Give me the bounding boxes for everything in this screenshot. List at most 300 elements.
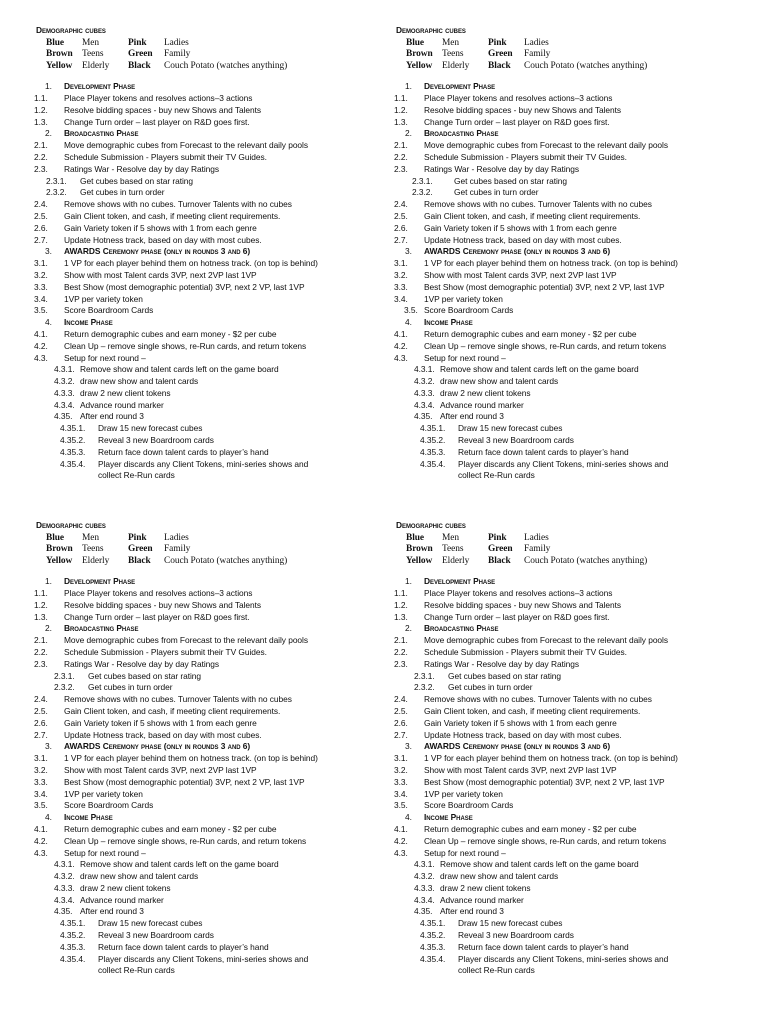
list-item — [392, 258, 737, 270]
list-item — [32, 600, 377, 612]
list-item — [392, 800, 737, 812]
legend-row — [32, 38, 377, 49]
item-text: Move demographic cubes from Forecast to the relevant daily pools — [424, 635, 668, 646]
list-item-continuation — [32, 470, 377, 482]
item-number: 4.35. — [414, 906, 433, 917]
list-item — [392, 706, 737, 718]
item-number: 3.1. — [394, 753, 408, 764]
list-item — [32, 800, 377, 812]
item-text: Show with most Talent cards 3VP, next 2VP last 1VP — [64, 764, 257, 775]
item-number: 2.2. — [34, 646, 48, 657]
item-number: 2.7. — [34, 729, 48, 740]
item-text: Player discards any Client Tokens, mini-series shows and — [458, 953, 669, 964]
demographic-group: Elderly — [442, 555, 470, 566]
item-text: Place Player tokens and resolves actions–3 actions — [424, 92, 613, 103]
cube-color: Blue — [46, 38, 65, 48]
item-text: Change Turn order – last player on R&D goes first. — [424, 611, 610, 622]
item-text: Resolve bidding spaces - buy new Shows and Talents — [64, 104, 262, 115]
item-text: 1 VP for each player behind them on hotness track. (on top is behind) — [424, 753, 678, 764]
item-number: 4. — [405, 812, 412, 823]
demographic-legend — [32, 533, 377, 567]
item-text: Gain Client token, and cash, if meeting client requirements. — [424, 705, 641, 716]
item-number: 2.3.2. — [414, 682, 435, 693]
item-number: 4.3.4. — [414, 399, 435, 410]
item-number: 2.3. — [394, 658, 408, 669]
demographic-group: Elderly — [82, 60, 110, 71]
item-number: 4.3.1. — [414, 364, 435, 375]
cube-color: Brown — [406, 49, 433, 60]
item-text: Setup for next round – — [424, 847, 506, 858]
rules-card-4 — [392, 520, 737, 977]
item-text: Get cubes in turn order — [448, 682, 533, 693]
item-number — [392, 470, 458, 482]
item-number: 2.3. — [34, 163, 48, 174]
item-number: 4.3.3. — [54, 387, 75, 398]
legend-row — [32, 49, 377, 60]
item-text: Place Player tokens and resolves actions–3 actions — [424, 587, 613, 598]
cube-color: Brown — [406, 544, 433, 555]
item-text: Draw 15 new forecast cubes — [98, 423, 203, 434]
cube-color: Pink — [488, 38, 507, 48]
item-text: collect Re-Run cards — [458, 470, 535, 481]
item-number — [32, 470, 98, 482]
item-text: Remove shows with no cubes. Turnover Talents with no cubes — [64, 199, 292, 210]
item-number: 4. — [45, 317, 52, 328]
item-number: 4.3.2. — [414, 376, 435, 387]
item-number: 2.2. — [394, 646, 408, 657]
item-text: After end round 3 — [80, 411, 144, 422]
list-item — [32, 682, 377, 694]
item-text: Player discards any Client Tokens, mini-series shows and — [458, 458, 669, 469]
item-text: Score Boardroom Cards — [64, 800, 154, 811]
item-text: Gain Client token, and cash, if meeting client requirements. — [424, 210, 641, 221]
rules-card-1 — [32, 25, 377, 482]
list-item — [392, 152, 737, 164]
cube-color: Yellow — [406, 555, 433, 566]
item-number: 4.35.2. — [420, 930, 446, 941]
list-item-continuation — [392, 965, 737, 977]
item-number: 4.3. — [394, 352, 408, 363]
item-text: Best Show (most demographic potential) 3VP, next 2 VP, last 1VP — [424, 776, 665, 787]
item-text: After end round 3 — [80, 906, 144, 917]
list-item — [32, 364, 377, 376]
list-item — [32, 765, 377, 777]
list-item — [392, 942, 737, 954]
item-text: Show with most Talent cards 3VP, next 2VP last 1VP — [64, 269, 257, 280]
item-text: Gain Variety token if 5 shows with 1 from each genre — [424, 222, 617, 233]
item-number: 4.3.2. — [54, 871, 75, 882]
item-number: 4.3.4. — [54, 894, 75, 905]
item-text: Clean Up – remove single shows, re-Run cards, and return tokens — [424, 835, 667, 846]
list-item — [392, 423, 737, 435]
list-item — [32, 329, 377, 341]
item-number: 4.35.3. — [420, 446, 446, 457]
demographic-group: Teens — [442, 544, 464, 555]
demographic-group: Men — [442, 533, 460, 543]
item-text: Best Show (most demographic potential) 3VP, next 2 VP, last 1VP — [64, 776, 305, 787]
list-item — [32, 93, 377, 105]
cube-color: Pink — [128, 533, 147, 543]
item-number: 2.6. — [394, 222, 408, 233]
cube-color: Pink — [488, 533, 507, 543]
item-number: 2.3.1. — [46, 175, 67, 186]
item-number: 3.3. — [394, 776, 408, 787]
list-item — [392, 187, 737, 199]
item-text: AWARDS Ceremony phase (only in rounds 3 and 6) — [64, 741, 251, 752]
item-text: Schedule Submission - Players submit their TV Guides. — [424, 151, 627, 162]
item-text: Schedule Submission - Players submit their TV Guides. — [64, 646, 267, 657]
list-item — [392, 235, 737, 247]
item-number: 1. — [45, 576, 52, 587]
item-text: Get cubes in turn order — [88, 682, 173, 693]
item-text: 1VP per variety token — [64, 788, 143, 799]
item-number: 4.35.4. — [420, 458, 446, 469]
item-number: 2.4. — [34, 199, 48, 210]
item-text: 1 VP for each player behind them on hotness track. (on top is behind) — [64, 753, 318, 764]
item-number: 4.3.1. — [414, 859, 435, 870]
item-text: Update Hotness track, based on day with most cubes. — [424, 234, 622, 245]
demographic-group: Ladies — [524, 533, 549, 543]
list-item — [32, 423, 377, 435]
item-number: 3.5. — [394, 800, 408, 811]
item-text: Remove show and talent cards left on the game board — [440, 859, 639, 870]
list-item — [392, 140, 737, 152]
phase-heading — [32, 246, 377, 258]
demographic-group: Family — [164, 544, 191, 555]
item-text: draw 2 new client tokens — [80, 882, 171, 893]
list-item — [32, 164, 377, 176]
item-text: collect Re-Run cards — [98, 470, 175, 481]
cube-color: Black — [128, 555, 151, 566]
item-text: Advance round marker — [440, 894, 524, 905]
list-item — [392, 859, 737, 871]
cube-color: Green — [128, 49, 153, 60]
item-number: 2.3. — [34, 658, 48, 669]
list-item — [32, 635, 377, 647]
list-item — [32, 671, 377, 683]
item-text: Get cubes based on star rating — [448, 670, 562, 681]
item-text: Broadcasting Phase — [64, 623, 139, 634]
item-text: Setup for next round – — [64, 352, 146, 363]
phase-heading — [32, 576, 377, 588]
item-number: 2.7. — [34, 234, 48, 245]
list-item — [32, 258, 377, 270]
legend-row — [392, 61, 737, 72]
item-number: 3.5. — [34, 305, 48, 316]
item-number: 3.4. — [394, 293, 408, 304]
list-item — [392, 459, 737, 471]
item-text: Setup for next round – — [424, 352, 506, 363]
item-number: 1. — [45, 81, 52, 92]
item-text: Return demographic cubes and earn money - $2 per cube — [424, 823, 637, 834]
item-text: Ratings War - Resolve day by day Ratings — [424, 658, 580, 669]
rules-card-2 — [392, 25, 737, 482]
demographic-legend — [392, 38, 737, 72]
demographic-group: Couch Potato (watches anything) — [524, 555, 648, 566]
legend-row — [392, 49, 737, 60]
item-number: 2.3.2. — [412, 187, 433, 198]
item-text: Advance round marker — [80, 399, 164, 410]
phase-heading — [32, 812, 377, 824]
list-item — [392, 105, 737, 117]
item-number: 3.3. — [34, 281, 48, 292]
demographic-group: Ladies — [164, 533, 189, 543]
item-number: 3.1. — [34, 258, 48, 269]
list-item — [392, 588, 737, 600]
card-title: Demographic cubes — [36, 25, 106, 35]
item-text: Return face down talent cards to player’s hand — [98, 446, 269, 457]
list-item — [392, 883, 737, 895]
list-item — [32, 753, 377, 765]
list-item — [392, 848, 737, 860]
list-item — [392, 364, 737, 376]
item-number: 3.3. — [394, 281, 408, 292]
item-text: AWARDS Ceremony phase (only in rounds 3 and 6) — [424, 741, 611, 752]
cube-color: Yellow — [46, 555, 73, 566]
item-text: draw 2 new client tokens — [80, 387, 171, 398]
item-number: 3.1. — [34, 753, 48, 764]
list-item — [32, 435, 377, 447]
item-text: 1VP per variety token — [64, 293, 143, 304]
item-number: 4.35.4. — [60, 953, 86, 964]
demographic-group: Men — [442, 38, 460, 48]
list-item — [32, 612, 377, 624]
demographic-group: Family — [524, 544, 551, 555]
item-text: Get cubes in turn order — [454, 187, 539, 198]
cube-color: Brown — [46, 544, 73, 555]
list-item — [32, 447, 377, 459]
item-text: Reveal 3 new Boardroom cards — [458, 435, 574, 446]
list-item — [32, 400, 377, 412]
item-text: After end round 3 — [440, 906, 504, 917]
item-number: 4.35.2. — [420, 435, 446, 446]
list-item — [32, 105, 377, 117]
list-item — [392, 411, 737, 423]
item-number: 4.2. — [394, 835, 408, 846]
item-number: 4.35.1. — [420, 918, 446, 929]
item-text: Update Hotness track, based on day with most cubes. — [64, 729, 262, 740]
item-text: Get cubes in turn order — [80, 187, 165, 198]
list-item — [32, 388, 377, 400]
list-item — [392, 305, 737, 317]
list-item — [392, 388, 737, 400]
list-item — [32, 777, 377, 789]
list-item — [32, 954, 377, 966]
item-text: Place Player tokens and resolves actions–3 actions — [64, 92, 253, 103]
demographic-group: Ladies — [524, 38, 549, 48]
item-number: 4.35.1. — [60, 918, 86, 929]
item-text: Clean Up – remove single shows, re-Run cards, and return tokens — [64, 340, 307, 351]
list-item — [392, 282, 737, 294]
demographic-group: Teens — [82, 544, 104, 555]
item-number: 2.4. — [394, 694, 408, 705]
item-number: 3.5. — [34, 800, 48, 811]
list-item — [32, 294, 377, 306]
item-number: 4.35.4. — [60, 458, 86, 469]
list-item — [32, 848, 377, 860]
item-number: 4.35.1. — [420, 423, 446, 434]
list-item — [32, 659, 377, 671]
legend-row — [392, 556, 737, 567]
list-item — [32, 411, 377, 423]
item-number: 3.4. — [394, 788, 408, 799]
item-number: 4.35.3. — [420, 941, 446, 952]
item-text: Change Turn order – last player on R&D goes first. — [64, 611, 250, 622]
item-text: 1VP per variety token — [424, 788, 503, 799]
item-number: 4.35. — [54, 906, 73, 917]
list-item — [392, 895, 737, 907]
item-text: Remove show and talent cards left on the game board — [80, 364, 279, 375]
item-number: 3.2. — [34, 269, 48, 280]
item-number: 1.1. — [34, 587, 48, 598]
item-text: Return demographic cubes and earn money - $2 per cube — [64, 328, 277, 339]
item-text: Gain Variety token if 5 shows with 1 from each genre — [64, 222, 257, 233]
list-item — [32, 647, 377, 659]
list-item — [32, 341, 377, 353]
item-number — [392, 965, 458, 977]
item-text: Draw 15 new forecast cubes — [98, 918, 203, 929]
item-number: 1.1. — [394, 587, 408, 598]
item-text: Remove shows with no cubes. Turnover Talents with no cubes — [424, 199, 652, 210]
item-text: Income Phase — [64, 317, 113, 328]
cube-color: Pink — [128, 38, 147, 48]
item-text: Development Phase — [64, 576, 136, 587]
item-number: 3.4. — [34, 788, 48, 799]
item-number: 4.35.2. — [60, 930, 86, 941]
list-item — [32, 930, 377, 942]
list-item — [32, 270, 377, 282]
item-number: 2.3.1. — [414, 670, 435, 681]
list-item — [392, 930, 737, 942]
demographic-group: Elderly — [82, 555, 110, 566]
list-item — [32, 459, 377, 471]
item-number: 2.1. — [394, 140, 408, 151]
item-number: 4.3. — [34, 847, 48, 858]
item-number: 4.2. — [34, 340, 48, 351]
cube-color: Yellow — [406, 60, 433, 71]
item-text: Score Boardroom Cards — [424, 305, 514, 316]
legend-row — [392, 38, 737, 49]
card-title: Demographic cubes — [36, 520, 106, 530]
item-text: Update Hotness track, based on day with most cubes. — [64, 234, 262, 245]
item-text: Update Hotness track, based on day with most cubes. — [424, 729, 622, 740]
list-item — [32, 871, 377, 883]
phase-heading — [32, 623, 377, 635]
item-text: Income Phase — [424, 317, 473, 328]
item-text: Remove shows with no cubes. Turnover Talents with no cubes — [424, 694, 652, 705]
item-text: Gain Client token, and cash, if meeting client requirements. — [64, 705, 281, 716]
item-text: Income Phase — [424, 812, 473, 823]
legend-row — [392, 544, 737, 555]
list-item — [392, 176, 737, 188]
item-number: 1.2. — [34, 104, 48, 115]
item-text: Setup for next round – — [64, 847, 146, 858]
cube-color: Black — [488, 60, 511, 71]
item-number — [32, 965, 98, 977]
item-number: 2.2. — [394, 151, 408, 162]
item-number: 3.2. — [394, 764, 408, 775]
list-item — [32, 824, 377, 836]
list-item-continuation — [32, 965, 377, 977]
phase-heading — [392, 128, 737, 140]
cube-color: Green — [128, 544, 153, 555]
item-number: 4.3.4. — [54, 399, 75, 410]
item-number: 4. — [405, 317, 412, 328]
list-item — [392, 329, 737, 341]
list-item — [392, 164, 737, 176]
item-text: Reveal 3 new Boardroom cards — [98, 435, 214, 446]
demographic-group: Ladies — [164, 38, 189, 48]
item-text: Get cubes based on star rating — [80, 175, 194, 186]
item-number: 4.3. — [34, 352, 48, 363]
item-number: 4.35. — [54, 411, 73, 422]
item-text: Reveal 3 new Boardroom cards — [458, 930, 574, 941]
list-item — [32, 211, 377, 223]
item-text: Show with most Talent cards 3VP, next 2VP last 1VP — [424, 764, 617, 775]
list-item — [32, 223, 377, 235]
item-number: 4.35.2. — [60, 435, 86, 446]
item-text: Gain Variety token if 5 shows with 1 from each genre — [64, 717, 257, 728]
list-item — [392, 777, 737, 789]
demographic-group: Men — [82, 533, 100, 543]
item-text: Get cubes based on star rating — [454, 175, 568, 186]
item-number: 4.3.2. — [414, 871, 435, 882]
cube-color: Brown — [46, 49, 73, 60]
item-number: 1.1. — [34, 92, 48, 103]
item-number: 4.1. — [34, 823, 48, 834]
item-text: draw new show and talent cards — [440, 376, 559, 387]
list-item — [392, 659, 737, 671]
list-item — [392, 671, 737, 683]
item-text: Development Phase — [64, 81, 136, 92]
item-text: Player discards any Client Tokens, mini-series shows and — [98, 953, 309, 964]
item-text: Schedule Submission - Players submit their TV Guides. — [424, 646, 627, 657]
item-text: Gain Variety token if 5 shows with 1 from each genre — [424, 717, 617, 728]
item-number: 2.5. — [394, 705, 408, 716]
legend-row — [32, 556, 377, 567]
item-text: Score Boardroom Cards — [64, 305, 154, 316]
item-text: AWARDS Ceremony phase (only in rounds 3 and 6) — [424, 246, 611, 257]
item-text: Resolve bidding spaces - buy new Shows and Talents — [424, 104, 622, 115]
item-text: Advance round marker — [440, 399, 524, 410]
demographic-legend — [32, 38, 377, 72]
item-text: draw new show and talent cards — [80, 376, 199, 387]
item-text: AWARDS Ceremony phase (only in rounds 3 and 6) — [64, 246, 251, 257]
item-text: Broadcasting Phase — [424, 128, 499, 139]
item-number: 4.3.2. — [54, 376, 75, 387]
list-item — [392, 223, 737, 235]
phase-heading — [392, 741, 737, 753]
item-text: Remove shows with no cubes. Turnover Talents with no cubes — [64, 694, 292, 705]
legend-row — [392, 533, 737, 544]
card-title: Demographic cubes — [396, 520, 466, 530]
item-number: 2. — [45, 128, 52, 139]
item-text: Get cubes based on star rating — [88, 670, 202, 681]
item-number: 2.1. — [394, 635, 408, 646]
item-number: 2.2. — [34, 151, 48, 162]
list-item — [392, 353, 737, 365]
list-item — [392, 294, 737, 306]
list-item — [32, 883, 377, 895]
phase-heading — [32, 81, 377, 93]
item-number: 2.3.1. — [54, 670, 75, 681]
list-item — [392, 718, 737, 730]
item-text: draw 2 new client tokens — [440, 882, 531, 893]
item-number: 4.1. — [394, 328, 408, 339]
item-text: Return face down talent cards to player’s hand — [458, 446, 629, 457]
list-item — [32, 588, 377, 600]
item-text: Resolve bidding spaces - buy new Shows and Talents — [424, 599, 622, 610]
